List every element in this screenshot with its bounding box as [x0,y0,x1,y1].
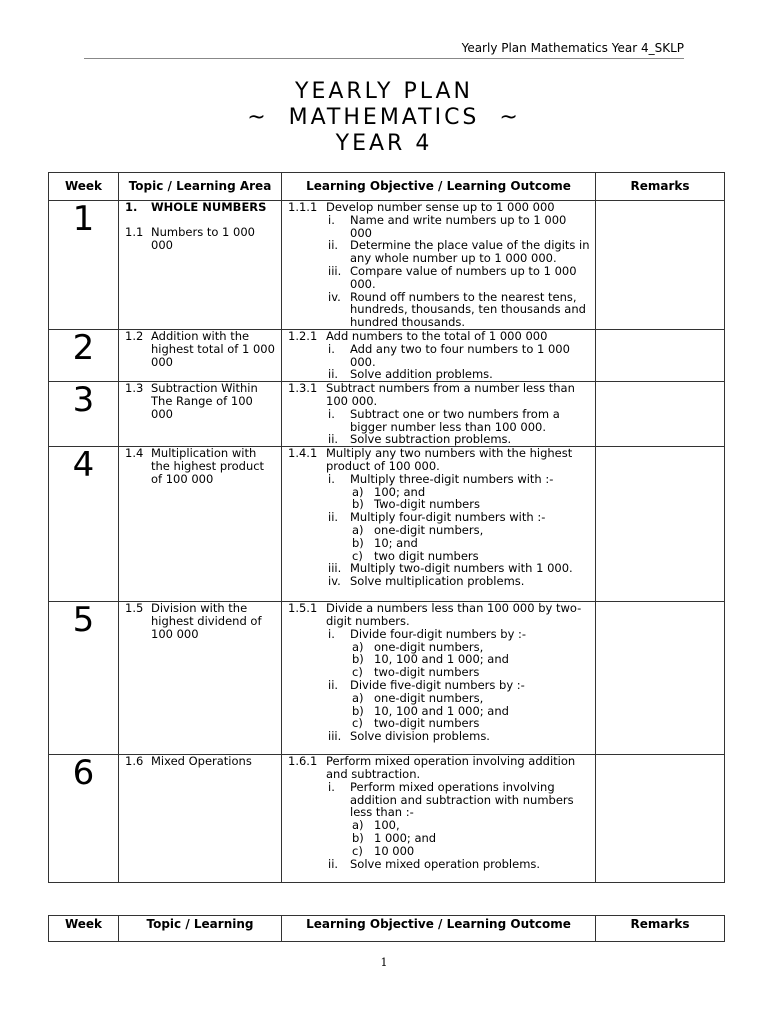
table-row [49,201,725,330]
learning-objective [286,755,591,781]
remarks-cell [596,382,725,447]
learning-objective [286,382,591,408]
outcome-text: Round off numbers to the nearest tens, hundreds, thousands, ten thousands and hundred thousands. [350,289,586,330]
subitem-letter: b) [352,703,364,718]
subitem-letter: a) [352,818,364,833]
subitem-letter: a) [352,484,364,499]
table-body [49,201,725,883]
learning-outcome [286,433,591,446]
subitem-text: 1 000; and [374,830,437,845]
topic-cell [119,329,282,381]
objective-text: Perform mixed operation involving addition and subtraction. [326,754,576,781]
objective-cell [282,382,596,447]
outcome-number: i. [328,626,335,641]
subitem-text: one-digit numbers, [374,690,484,705]
objective-number: 1.5.1 [288,601,318,616]
outcome-number: iii. [328,263,342,278]
table-header-row [49,173,725,201]
outcome-number: i. [328,471,335,486]
outcome-text: Divide four-digit numbers by :- [350,626,527,641]
topic-number: 1.3 [125,381,144,396]
learning-outcome [286,575,591,588]
learning-objective [286,447,591,473]
table-row [49,755,725,883]
subitem-letter: b) [352,535,364,550]
header-rule [84,58,684,59]
outcome-number: i. [328,341,335,356]
week-number: 6 [49,755,119,883]
learning-outcome [286,730,591,743]
outcome-subitem [286,819,591,832]
subitem-letter: c) [352,665,363,680]
subitem-letter: c) [352,716,363,731]
subitem-letter: a) [352,639,364,654]
topic-cell [119,755,282,883]
header-remarks: Remarks [596,173,725,201]
learning-objective [286,602,591,628]
header-objective: Learning Objective / Learning Outcome [282,916,596,942]
outcome-text: Solve mixed operation problems. [350,856,541,871]
objective-number: 1.3.1 [288,381,318,396]
week-number: 5 [49,602,119,755]
learning-outcome [286,408,591,434]
topic-text: Subtraction Within The Range of 100 000 [151,381,258,421]
subitem-text: 100; and [374,484,426,499]
outcome-text: Multiply three-digit numbers with :- [350,471,554,486]
outcome-text: Perform mixed operations involving addition and subtraction with numbers less than :- [350,779,574,820]
topic-item [123,330,277,368]
topic-number: 1.6 [125,754,144,769]
subitem-letter: b) [352,497,364,512]
objective-number: 1.1.1 [288,200,318,214]
topic-text: Multiplication with the highest product of 100 000 [151,446,265,486]
topic-item [123,382,277,420]
outcome-text: Multiply four-digit numbers with :- [350,510,546,525]
subitem-text: 10 000 [374,843,415,858]
week-number: 3 [49,382,119,447]
outcome-text: Subtract one or two numbers from a bigger number less than 100 000. [350,406,560,434]
subitem-text: Two-digit numbers [374,497,480,512]
topic-cell [119,201,282,330]
outcome-number: ii. [328,856,339,871]
topic-text: Division with the highest dividend of 100 000 [151,601,262,641]
week-number: 1 [49,201,119,330]
outcome-text: Solve addition problems. [350,367,493,382]
learning-outcome [286,214,591,240]
header-week: Week [49,173,119,201]
objective-text: Subtract numbers from a number less than 100 000. [326,381,575,408]
topic-cell [119,602,282,755]
remarks-cell [596,447,725,602]
table-row [49,329,725,381]
outcome-number: iv. [328,289,341,304]
topic-number: 1.2 [125,329,144,343]
outcome-text: Solve division problems. [350,729,490,744]
outcome-number: iii. [328,729,342,744]
outcome-text: Solve multiplication problems. [350,574,525,589]
title-line-2: ~ MATHEMATICS ~ [247,105,521,130]
topic-number: 1.1 [125,224,144,239]
table-row [49,382,725,447]
remarks-cell [596,755,725,883]
outcome-text: Add any two to four numbers to 1 000 000. [350,341,570,369]
learning-outcome [286,265,591,291]
outcome-number: ii. [328,432,339,447]
objective-text: Divide a numbers less than 100 000 by two-digit numbers. [326,601,582,628]
subitem-text: one-digit numbers, [374,639,484,654]
header-topic: Topic / Learning [119,916,282,942]
remarks-cell [596,602,725,755]
subitem-text: one-digit numbers, [374,522,484,537]
week-number: 2 [49,329,119,381]
learning-outcome [286,473,591,486]
topic-text: Addition with the highest total of 1 000 000 [151,329,275,369]
outcome-subitem [286,832,591,845]
learning-outcome [286,239,591,265]
outcome-number: ii. [328,367,339,382]
outcome-number: i. [328,406,335,421]
outcome-number: iii. [328,561,342,576]
topic-item [123,447,277,485]
outcome-text: Solve subtraction problems. [350,432,512,447]
outcome-number: ii. [328,677,339,692]
outcome-text: Divide five-digit numbers by :- [350,677,525,692]
objective-cell [282,329,596,381]
learning-outcome [286,343,591,369]
header-remarks: Remarks [596,916,725,942]
continuation-header-row [49,916,725,942]
topic-text: Mixed Operations [151,754,252,769]
objective-text: Multiply any two numbers with the highest product of 100 000. [326,446,573,473]
topic-cell [119,382,282,447]
subitem-letter: c) [352,843,363,858]
outcome-number: i. [328,212,335,227]
header-objective: Learning Objective / Learning Outcome [282,173,596,201]
outcome-number: ii. [328,238,339,253]
outcome-number: iv. [328,574,341,589]
outcome-text: Determine the place value of the digits in any whole number up to 1 000 000. [350,238,590,266]
outcome-number: i. [328,779,335,794]
topic-text: WHOLE NUMBERS [151,200,267,214]
title-line-3: YEAR 4 [335,131,433,156]
objective-number: 1.2.1 [288,329,318,343]
topic-text: Numbers to 1 000 000 [151,224,255,252]
header-topic: Topic / Learning Area [119,173,282,201]
subitem-letter: c) [352,548,363,563]
learning-outcome [286,858,591,871]
remarks-cell [596,201,725,330]
objective-text: Develop number sense up to 1 000 000 [326,200,555,214]
learning-outcome [286,291,591,329]
objective-cell [282,602,596,755]
objective-number: 1.4.1 [288,446,318,461]
topic-item [123,755,277,768]
subitem-text: 10, 100 and 1 000; and [374,703,509,718]
topic-item [123,226,277,252]
remarks-cell [596,329,725,381]
running-header: Yearly Plan Mathematics Year 4_SKLP [461,41,684,55]
outcome-text: Compare value of numbers up to 1 000 000. [350,263,577,291]
header-week: Week [49,916,119,942]
objective-text: Add numbers to the total of 1 000 000 [326,329,548,343]
subitem-text: 10, 100 and 1 000; and [374,652,509,667]
continuation-table [48,915,725,942]
subitem-letter: b) [352,652,364,667]
title-line-1: YEARLY PLAN [295,79,473,104]
outcome-subitem [286,524,591,537]
topic-number: 1.5 [125,601,144,616]
learning-outcome [286,781,591,819]
table-row [49,602,725,755]
learning-outcome [286,368,591,381]
subitem-text: two-digit numbers [374,716,480,731]
table-row [49,447,725,602]
outcome-text: Multiply two-digit numbers with 1 000. [350,561,573,576]
yearly-plan-table [48,172,725,883]
topic-cell [119,447,282,602]
outcome-text: Name and write numbers up to 1 000 000 [350,212,567,240]
topic-number: 1.4 [125,446,144,461]
outcome-number: ii. [328,510,339,525]
page-number: 1 [380,956,388,969]
week-number: 4 [49,447,119,602]
objective-number: 1.6.1 [288,754,318,769]
subitem-letter: a) [352,522,364,537]
subitem-text: two-digit numbers [374,665,480,680]
objective-cell [282,201,596,330]
document-title [0,79,768,157]
objective-cell [282,755,596,883]
topic-number: 1. [125,200,138,214]
subitem-text: 100, [374,818,400,833]
subitem-text: two digit numbers [374,548,479,563]
subitem-text: 10; and [374,535,418,550]
topic-item [123,602,277,640]
subitem-letter: b) [352,830,364,845]
subitem-letter: a) [352,690,364,705]
topic-item [123,201,277,214]
objective-cell [282,447,596,602]
